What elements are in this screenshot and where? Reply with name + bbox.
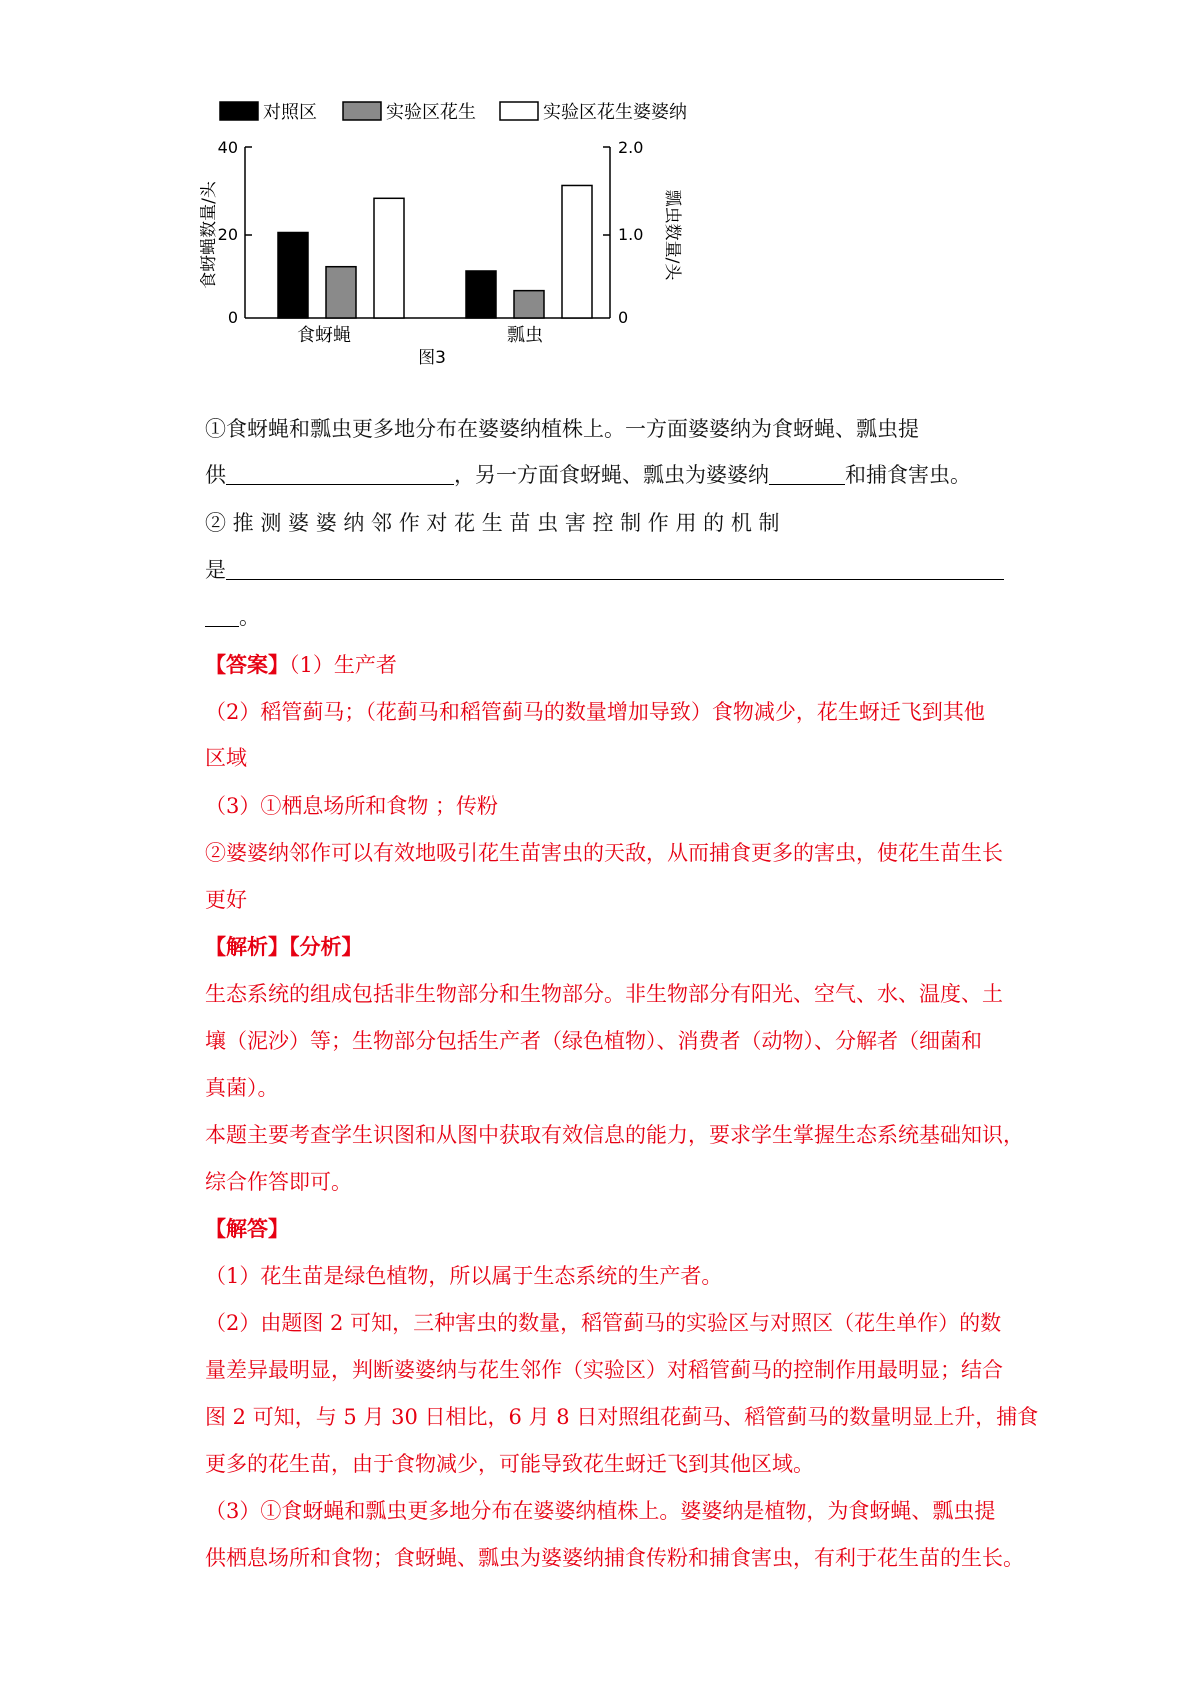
legend-label-peanut: 实验区花生 (386, 102, 476, 123)
analysis-line: 真菌）。 (205, 1076, 279, 1100)
right-tick-label: 0 (618, 308, 629, 327)
left-tick-label: 40 (217, 138, 238, 157)
right-axis-label: 瓢虫数量/头 (662, 189, 682, 281)
left-tick-label: 20 (217, 225, 238, 244)
answer-line (205, 650, 1005, 680)
legend (220, 102, 687, 123)
answer-blank-1[interactable] (226, 462, 454, 485)
category-label-hoverfly: 食蚜蝇 (297, 325, 351, 346)
left-tick-label: 0 (227, 308, 238, 327)
solution-line: 量差异最明显，判断婆婆纳与花生邻作（实验区）对稻管蓟马的控制作用最明显；结合 (205, 1358, 1003, 1382)
legend-label-control: 对照区 (263, 102, 317, 123)
left-axis-label: 食蚜蝇数量/头 (200, 181, 219, 289)
solution-line: （1）花生苗是绿色植物，所以属于生态系统的生产者。 (205, 1264, 723, 1288)
question-text: 。 (239, 605, 260, 629)
question-text: 是 (205, 558, 226, 582)
solution-line: 图 2 可知，与 5 月 30 日相比，6 月 8 日对照组花蓟马、稻管蓟马的数量明显上升，捕食 (205, 1405, 1039, 1429)
question-line-1: ①食蚜蝇和瓢虫更多地分布在婆婆纳植株上。一方面婆婆纳为食蚜蝇、瓢虫提 (205, 417, 919, 441)
answer-blank-2[interactable] (769, 462, 845, 485)
question-line-5 (205, 602, 1005, 632)
solution-line: （3）①食蚜蝇和瓢虫更多地分布在婆婆纳植株上。婆婆纳是植物，为食蚜蝇、瓢虫提 (205, 1499, 996, 1523)
figure-caption: 图3 (418, 348, 446, 368)
right-tick-label: 2.0 (618, 138, 644, 157)
analysis-tag: 【解析】【分析】 (205, 934, 363, 959)
question-line-4 (205, 555, 1005, 585)
legend-label-peanut-veronica: 实验区花生婆婆纳 (543, 102, 687, 123)
answer-tag: 【答案】 (205, 652, 289, 677)
answer-line: 更好 (205, 888, 247, 912)
legend-swatch-peanut-veronica (500, 102, 538, 120)
analysis-line: 壤（泥沙）等；生物部分包括生产者（绿色植物）、消费者（动物）、分解者（细菌和 (205, 1029, 982, 1053)
bar-ladybug-series-2 (562, 185, 592, 318)
answer-line: （2）稻管蓟马；（花蓟马和稻管蓟马的数量增加导致）食物减少，花生蚜迁飞到其他 (205, 700, 985, 724)
category-label-ladybug: 瓢虫 (507, 325, 543, 346)
question-text: 和捕食害虫。 (845, 463, 971, 487)
legend-swatch-peanut (343, 102, 381, 120)
bar-ladybug-series-1 (514, 291, 544, 318)
right-tick-label: 1.0 (618, 225, 644, 244)
bar-hoverfly-series-0 (278, 233, 308, 319)
question-text: ，另一方面食蚜蝇、瓢虫为婆婆纳 (454, 463, 769, 487)
bar-ladybug-series-0 (466, 271, 496, 318)
bar-chart-figure (200, 95, 780, 405)
question-text: 供 (205, 463, 226, 487)
answer-text: （1）生产者 (289, 653, 397, 677)
question-line-2 (205, 460, 1005, 490)
analysis-line: 本题主要考查学生识图和从图中获取有效信息的能力，要求学生掌握生态系统基础知识， (205, 1123, 1024, 1147)
analysis-line: 综合作答即可。 (205, 1170, 352, 1194)
answer-blank-3-continued[interactable] (205, 604, 239, 627)
solution-tag: 【解答】 (205, 1216, 289, 1241)
bar-hoverfly-series-2 (374, 198, 404, 318)
solution-line: 供栖息场所和食物；食蚜蝇、瓢虫为婆婆纳捕食传粉和捕食害虫，有利于花生苗的生长。 (205, 1546, 1024, 1570)
answer-blank-3[interactable] (226, 557, 1004, 580)
legend-swatch-control (220, 102, 258, 120)
solution-line: （2）由题图 2 可知，三种害虫的数量，稻管蓟马的实验区与对照区（花生单作）的数 (205, 1311, 1002, 1335)
question-line-3: ② 推 测 婆 婆 纳 邻 作 对 花 生 苗 虫 害 控 制 作 用 的 机 制 (205, 511, 780, 535)
bar-hoverfly-series-1 (326, 267, 356, 318)
answer-line: （3）①栖息场所和食物 ；传粉 (205, 794, 499, 818)
answer-line: ②婆婆纳邻作可以有效地吸引花生苗害虫的天敌，从而捕食更多的害虫，使花生苗生长 (205, 841, 1003, 865)
chart-svg (200, 95, 780, 405)
solution-line: 更多的花生苗，由于食物减少，可能导致花生蚜迁飞到其他区域。 (205, 1452, 814, 1476)
bars-group (278, 185, 592, 318)
analysis-line: 生态系统的组成包括非生物部分和生物部分。非生物部分有阳光、空气、水、温度、土 (205, 982, 1003, 1006)
answer-line: 区域 (205, 746, 247, 770)
